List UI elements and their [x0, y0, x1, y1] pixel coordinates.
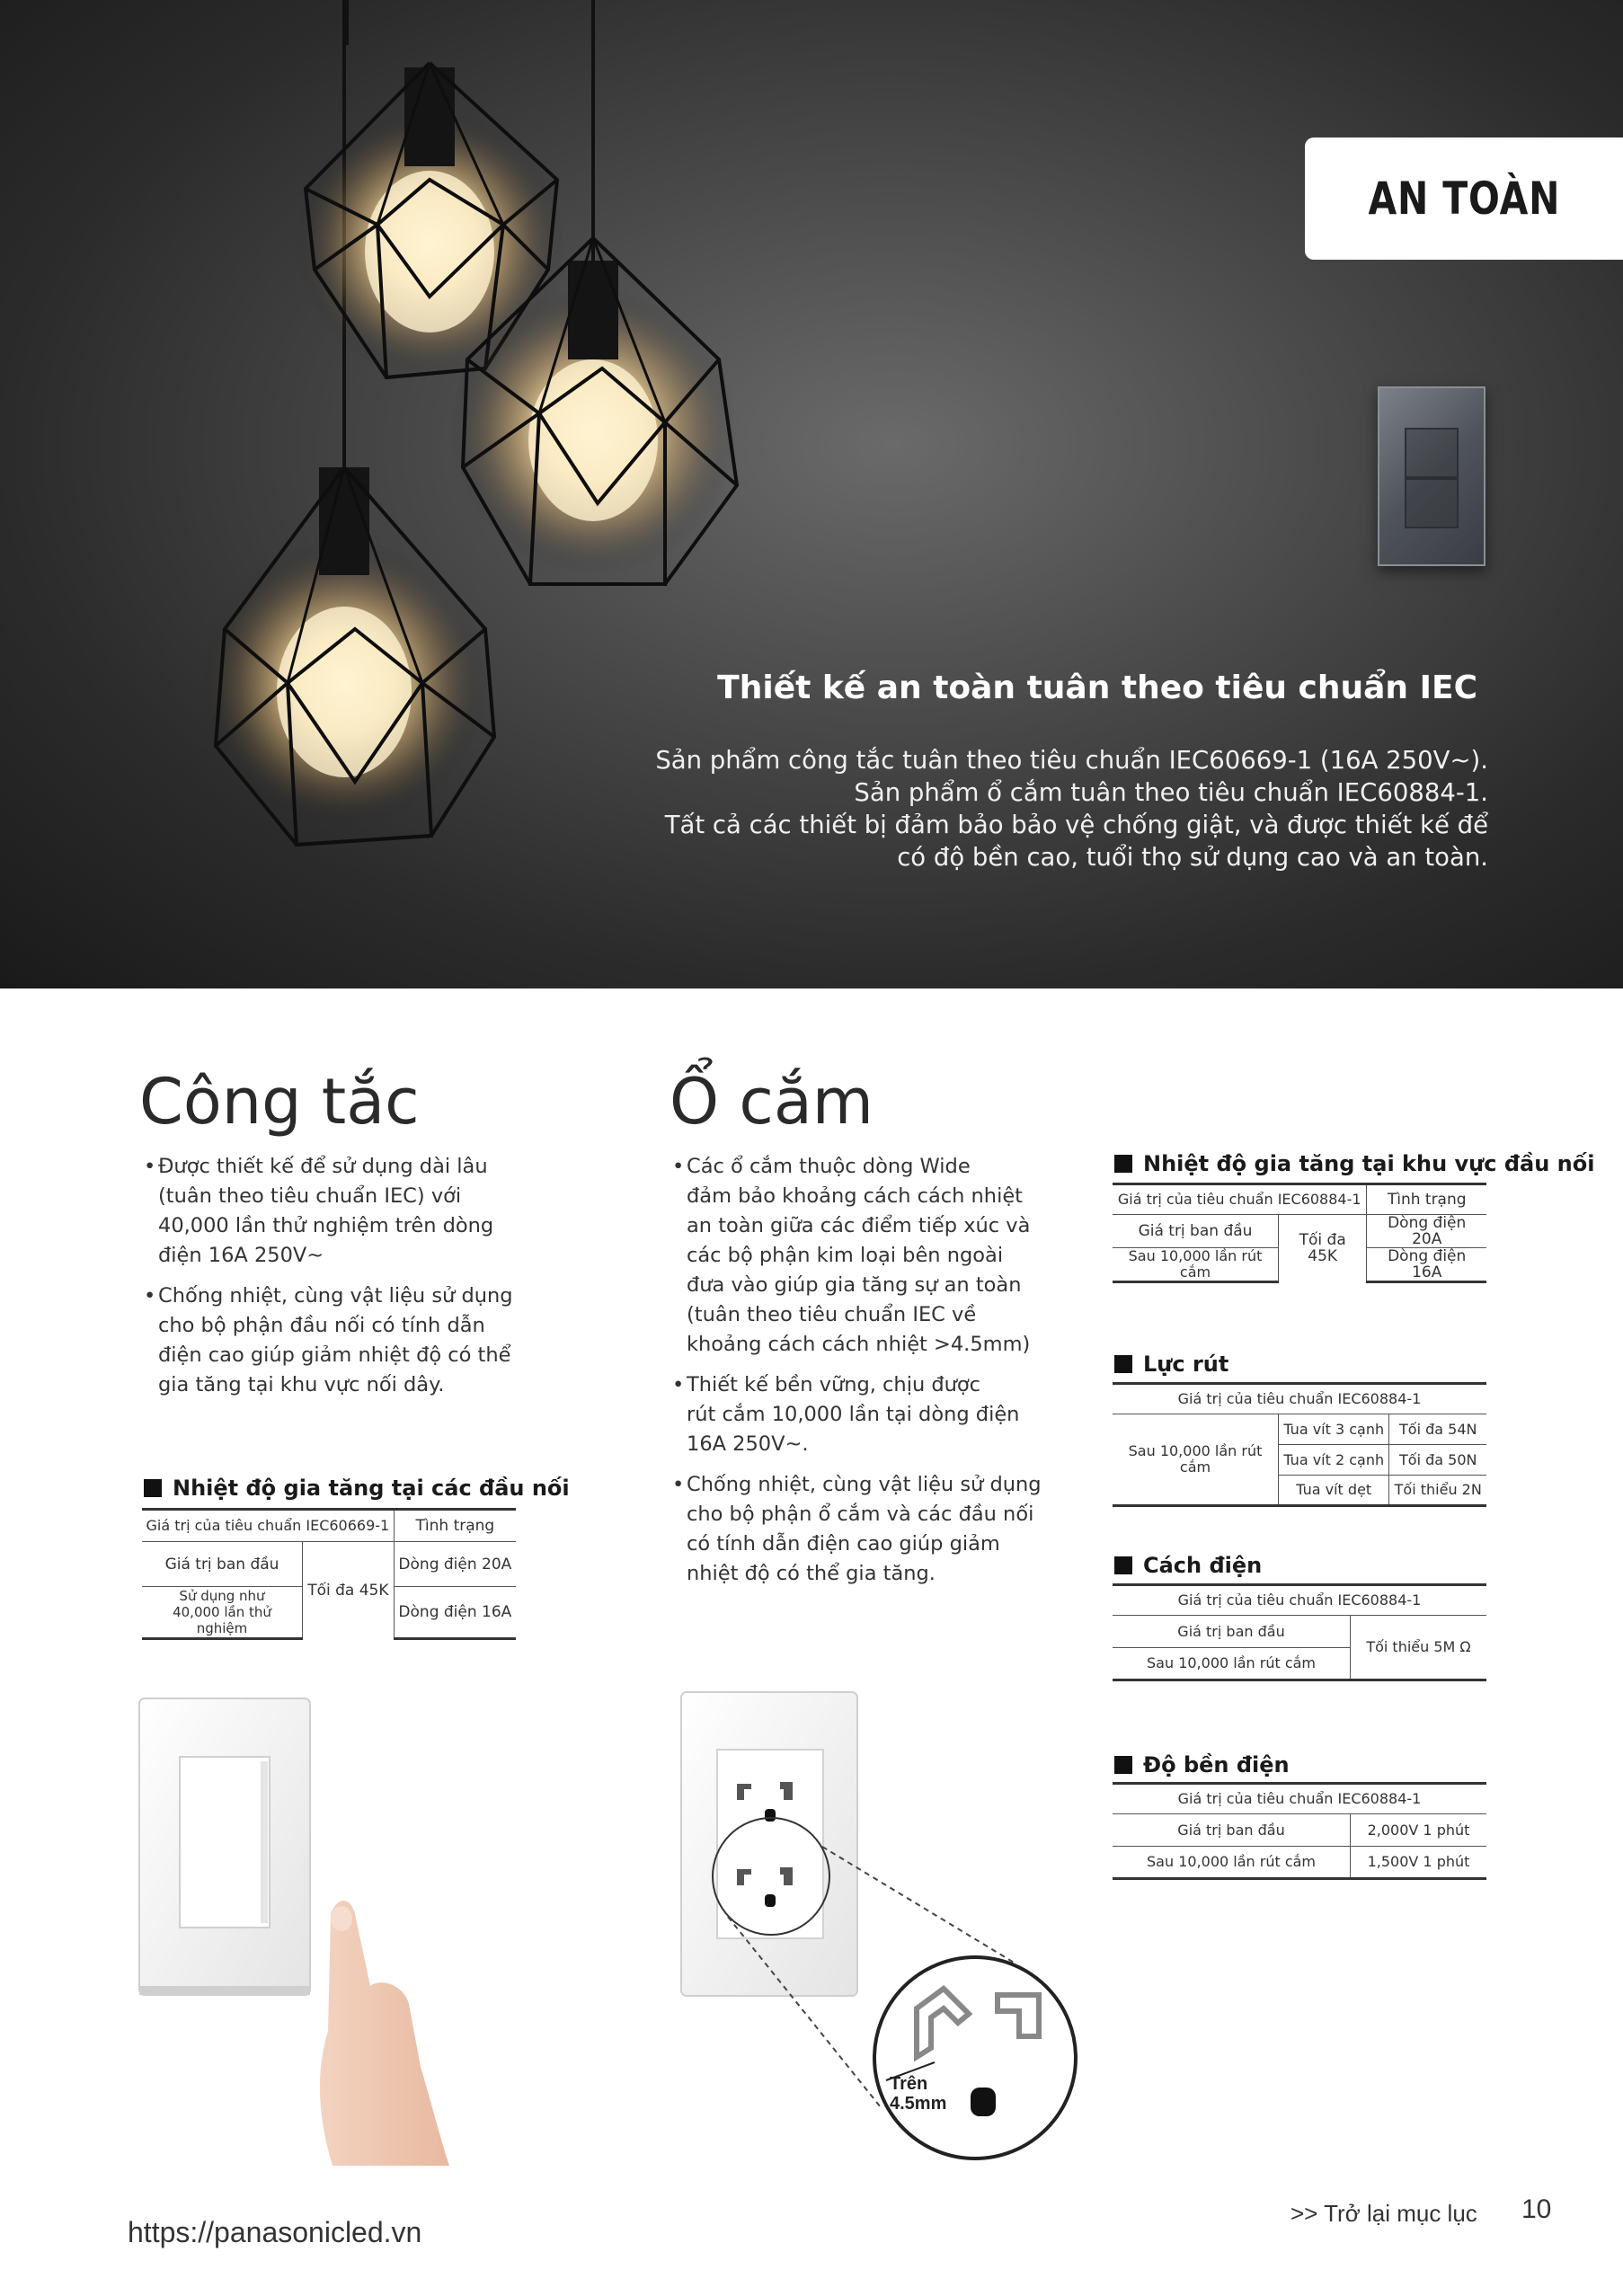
switch-temp-table: Giá trị của tiêu chuẩn IEC60669-1 Tình trạng Giá trị ban đầu Tối đa 45K Dòng điện 20A Sử dụng như 40,000 lần thử nghiệm Dòng điện 16A: [142, 1508, 516, 1640]
durability-table: Giá trị của tiêu chuẩn IEC60884-1 Giá trị ban đầu 2,000V 1 phút Sau 10,000 lần rút cắm 1,500V 1 phút: [1113, 1782, 1486, 1880]
outlet-bullets: [672, 1152, 1042, 1600]
pull-table-title: Lực rút: [1114, 1352, 1228, 1377]
square-bullet-icon: [1114, 1556, 1132, 1574]
list-item: • Chống nhiệt, cùng vật liệu sử dụng cho bộ phận đầu nối có tính dẫn điện cao giúp giảm nhiệt độ có thể gia tăng tại khu vực nối dây.: [144, 1281, 513, 1400]
pull-table: Giá trị của tiêu chuẩn IEC60884-1 Sau 10,000 lần rút cắm Tua vít 3 cạnh Tối đa 54N Tua vít 2 cạnh Tối đa 50N Tua vít dẹt Tối thiểu 2N: [1113, 1382, 1486, 1507]
back-to-contents-link[interactable]: >> Trở lại mục lục: [1290, 2200, 1477, 2227]
switch-heading: Công tắc: [139, 1065, 420, 1139]
hero-description-line: Sản phẩm công tắc tuân theo tiêu chuẩn IEC60669-1 (16A 250V~).: [655, 746, 1488, 775]
zoom-label-bottom: 4.5mm: [890, 2094, 947, 2114]
hero-switch-photo: [1378, 386, 1486, 566]
list-item: • Chống nhiệt, cùng vật liệu sử dụng cho bộ phận ổ cắm và các đầu nối có tính dẫn điện cao giúp giảm nhiệt độ có thể gia tăng.: [672, 1470, 1042, 1589]
pendant-lamp: [200, 467, 494, 845]
temp-table: Giá trị của tiêu chuẩn IEC60884-1 Tình trạng Giá trị ban đầu Tối đa 45K Dòng điện 20A Sau 10,000 lần rút cắm Dòng điện 16A: [1113, 1183, 1486, 1283]
outlet-heading: Ổ cắm: [670, 1065, 874, 1139]
footer-url-link[interactable]: https://panasonicled.vn: [128, 2216, 422, 2248]
list-item: • Các ổ cắm thuộc dòng Wide đảm bảo khoảng cách cách nhiệt an toàn giữa các điểm tiếp xúc và các bộ phận kim loại bên ngoài đưa vào giúp gia tăng sự an toàn (tuân theo tiêu chuẩn IEC về khoảng cách cách nhiệt >4.5mm): [672, 1152, 1042, 1360]
hero-title: Thiết kế an toàn tuân theo tiêu chuẩn IEC: [717, 669, 1477, 706]
switch-key: [1405, 428, 1459, 478]
switch-photo: [135, 1689, 512, 2166]
durability-table-title: Độ bền điện: [1114, 1752, 1290, 1777]
hero-description-line: có độ bền cao, tuổi thọ sử dụng cao và an toàn.: [897, 843, 1488, 872]
insulation-table-title: Cách điện: [1114, 1553, 1262, 1578]
hero-description-line: Sản phẩm ổ cắm tuân theo tiêu chuẩn IEC60884-1.: [854, 778, 1488, 807]
square-bullet-icon: [1114, 1756, 1132, 1774]
hero-description-line: Tất cả các thiết bị đảm bảo bảo vệ chống giật, và được thiết kế để: [664, 811, 1488, 839]
section-badge-label: AN TOÀN: [1368, 173, 1560, 225]
insulation-table: Giá trị của tiêu chuẩn IEC60884-1 Giá trị ban đầu Tối thiểu 5M Ω Sau 10,000 lần rút cắm: [1113, 1583, 1486, 1681]
square-bullet-icon: [144, 1479, 162, 1497]
zoom-circle: [874, 1957, 1076, 2159]
zoom-label-top: Trên: [890, 2074, 928, 2094]
list-item: • Được thiết kế để sử dụng dài lâu (tuân theo tiêu chuẩn IEC) với 40,000 lần thử nghiệm trên dòng điện 16A 250V~: [144, 1152, 513, 1271]
temp-table-title: Nhiệt độ gia tăng tại khu vực đầu nối: [1114, 1151, 1594, 1176]
hero-banner: [0, 0, 1623, 988]
outlet-photo: [674, 1685, 1087, 2170]
list-item: • Thiết kế bền vững, chịu được rút cắm 10,000 lần tại dòng điện 16A 250V~.: [672, 1370, 1042, 1459]
switch-table-title: Nhiệt độ gia tăng tại các đầu nối: [144, 1476, 570, 1501]
hero-description: [590, 744, 1488, 873]
switch-bullets: [144, 1152, 513, 1411]
section-badge: [1305, 137, 1623, 260]
page-number: 10: [1521, 2194, 1552, 2224]
switch-key: [1405, 478, 1459, 528]
square-bullet-icon: [1114, 1355, 1132, 1373]
square-bullet-icon: [1114, 1155, 1132, 1173]
